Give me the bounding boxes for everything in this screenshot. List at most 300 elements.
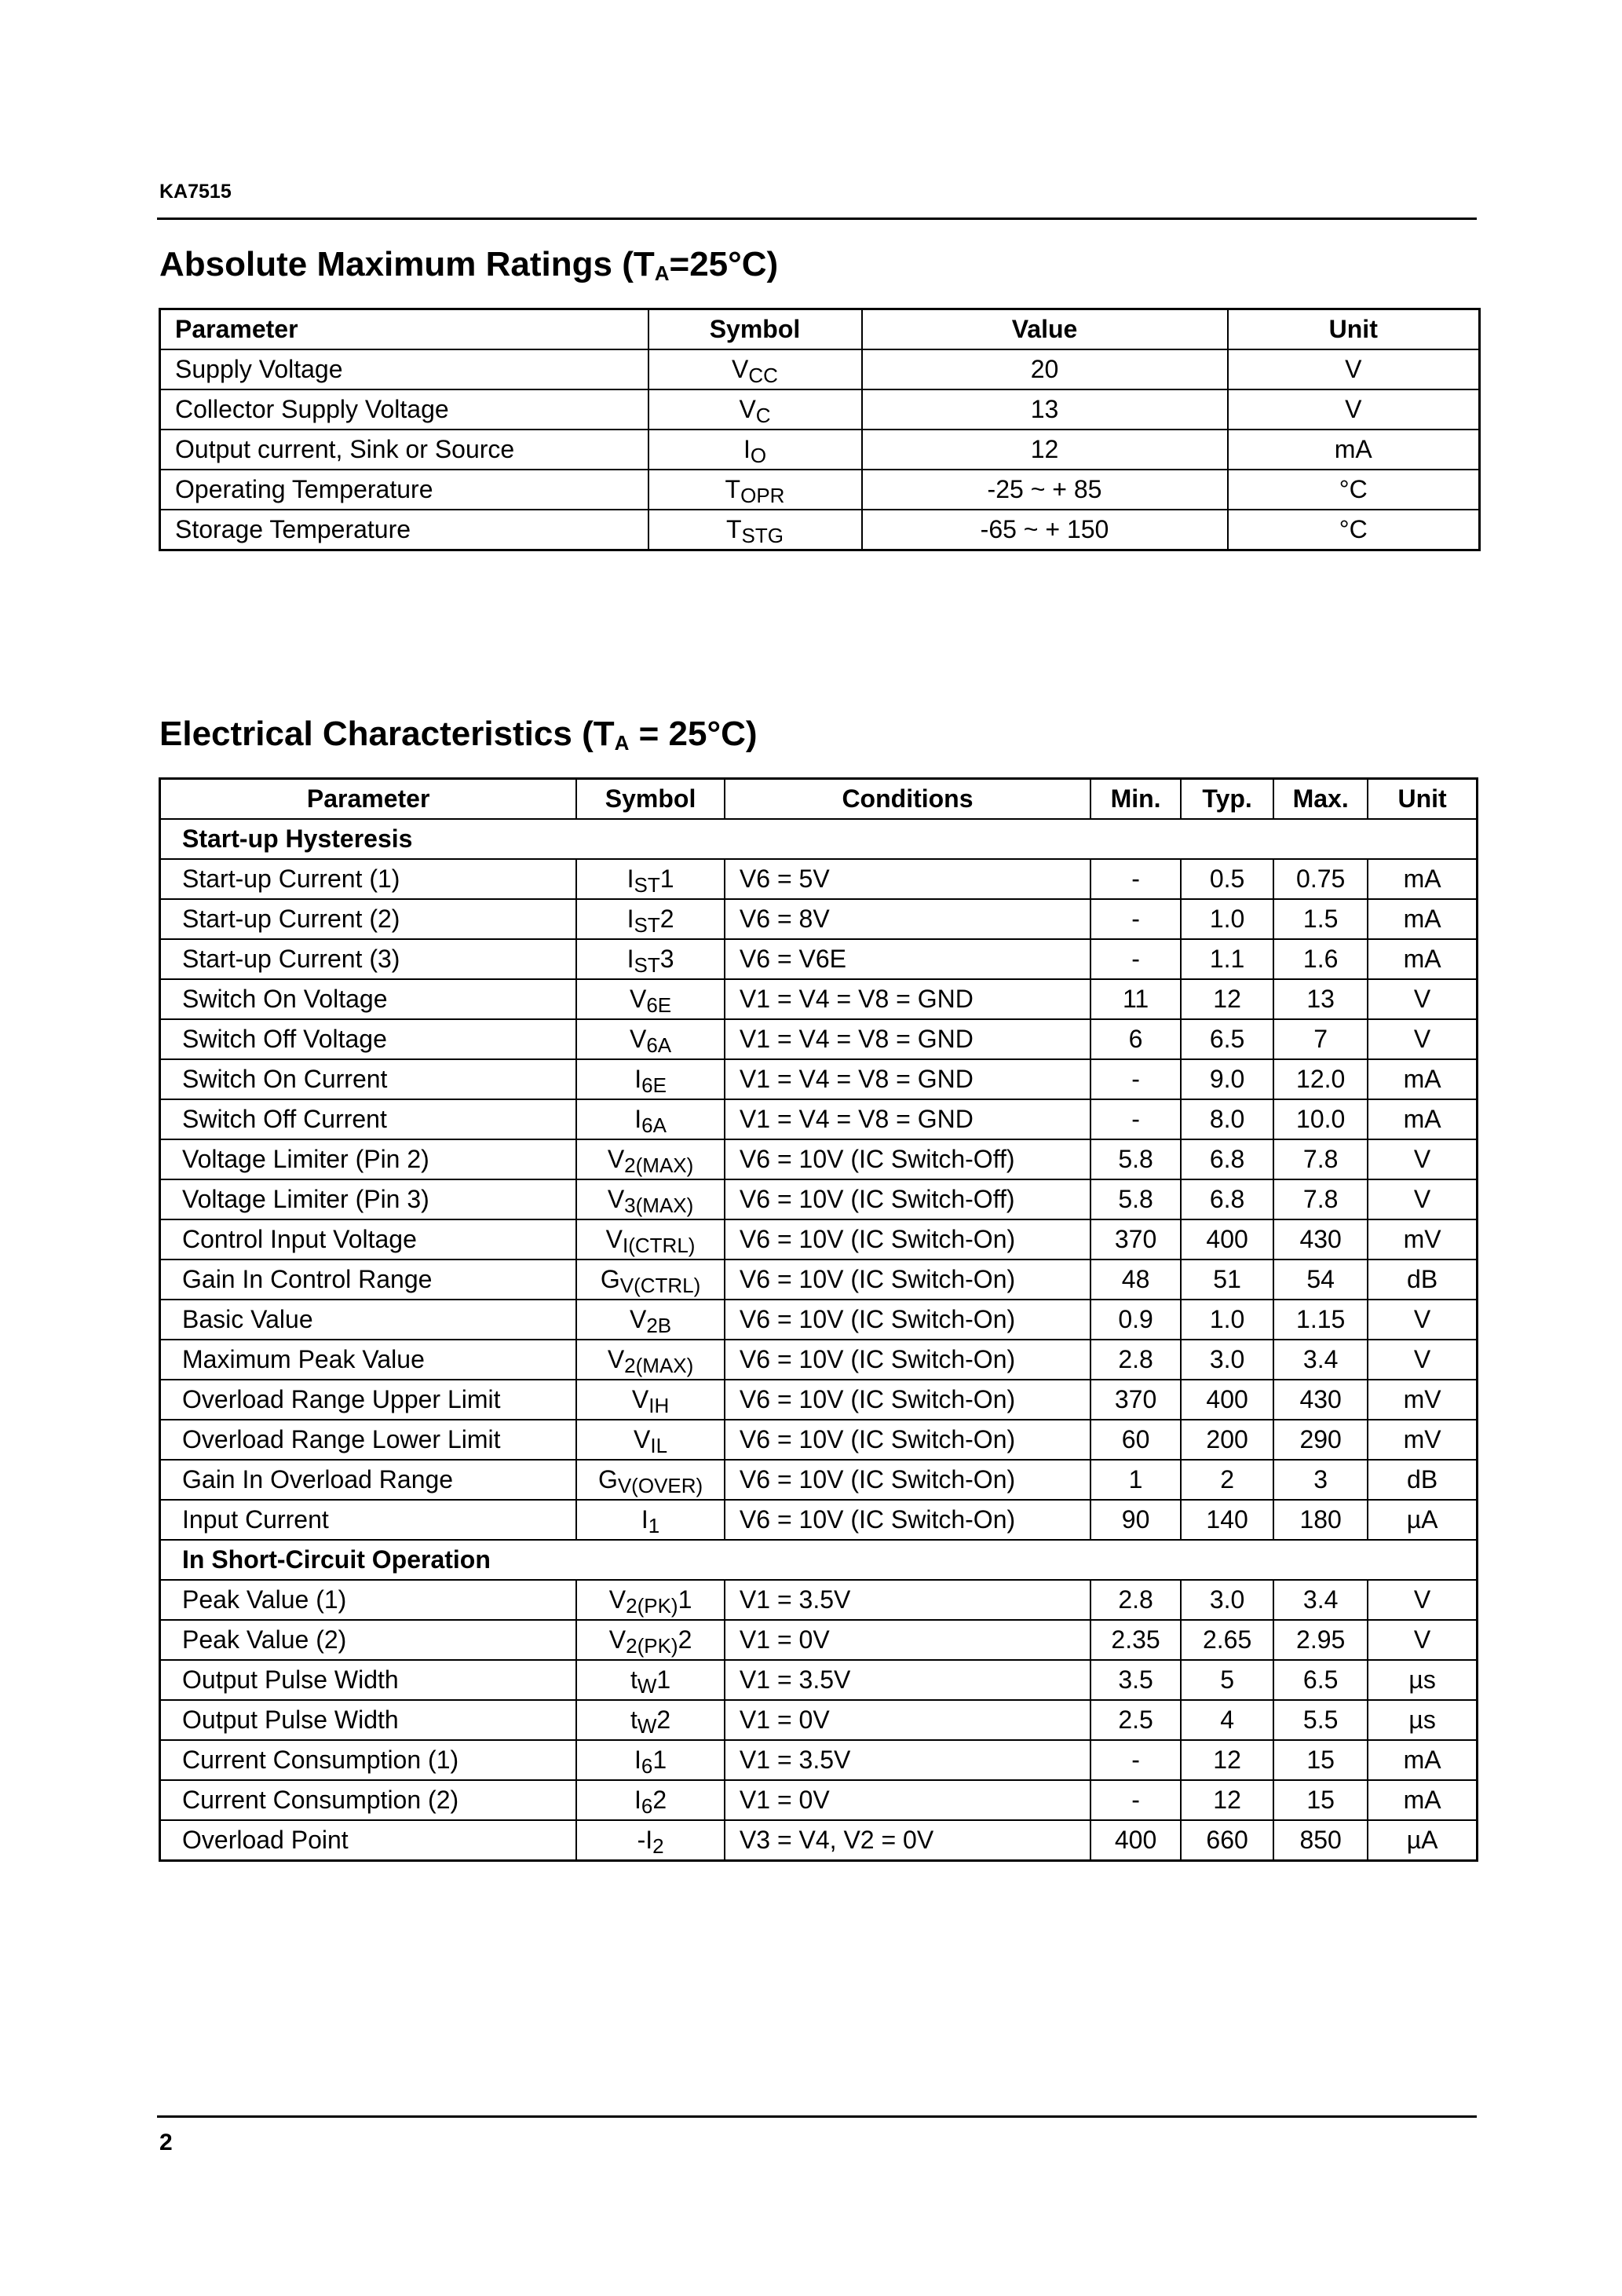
unit-cell: V (1368, 1580, 1477, 1620)
value-cell: 12 (862, 430, 1228, 470)
conditions-cell: V1 = 3.5V (725, 1580, 1090, 1620)
symbol-suffix: 2 (659, 905, 674, 933)
symbol-base: I (743, 435, 751, 463)
parameter-cell: Maximum Peak Value (160, 1340, 577, 1380)
typ-cell: 140 (1181, 1500, 1273, 1540)
min-cell: 0.9 (1090, 1300, 1181, 1340)
parameter-cell: Overload Range Upper Limit (160, 1380, 577, 1420)
max-cell: 430 (1273, 1219, 1368, 1260)
conditions-cell: V6 = 5V (725, 859, 1090, 899)
symbol-cell (648, 430, 862, 470)
amr-title-sub: A (654, 261, 670, 285)
conditions-cell: V6 = 10V (IC Switch-Off) (725, 1139, 1090, 1179)
unit-cell: µs (1368, 1700, 1477, 1740)
typ-cell: 4 (1181, 1700, 1273, 1740)
ec-header-cell: Typ. (1181, 779, 1273, 820)
table-row (160, 939, 1478, 979)
parameter-cell: Start-up Current (1) (160, 859, 577, 899)
symbol-subscript: C (755, 404, 771, 427)
symbol-subscript: OPR (740, 484, 785, 507)
min-cell: 3.5 (1090, 1660, 1181, 1700)
symbol-subscript: W (637, 1714, 657, 1738)
value-cell: -65 ~ + 150 (862, 510, 1228, 550)
symbol-cell (576, 1460, 725, 1500)
unit-cell: V (1368, 1019, 1477, 1059)
amr-title-tail: =25°C) (669, 245, 779, 283)
ec-title-text: Electrical Characteristics (T (159, 715, 615, 753)
table-row (160, 1620, 1478, 1660)
symbol-cell (576, 899, 725, 939)
symbol-subscript: 6A (646, 1033, 672, 1057)
symbol-cell (576, 1620, 725, 1660)
amr-header-row (160, 309, 1480, 350)
part-number-header: KA7515 (159, 181, 232, 203)
min-cell: 2.5 (1090, 1700, 1181, 1740)
unit-cell: mA (1368, 859, 1477, 899)
amr-body (160, 349, 1480, 550)
symbol-cell (576, 1219, 725, 1260)
table-row (160, 1740, 1478, 1780)
conditions-cell: V6 = 10V (IC Switch-On) (725, 1219, 1090, 1260)
symbol-base: G (597, 1465, 618, 1493)
group-label: In Short-Circuit Operation (160, 1540, 1478, 1580)
conditions-cell: V6 = 8V (725, 899, 1090, 939)
table-row (160, 1700, 1478, 1740)
symbol-base: t (630, 1665, 637, 1694)
conditions-cell: V1 = 0V (725, 1620, 1090, 1660)
min-cell: 5.8 (1090, 1139, 1181, 1179)
max-cell: 3 (1273, 1460, 1368, 1500)
ec-title (159, 715, 758, 754)
table-row (160, 1340, 1478, 1380)
symbol-subscript: ST (634, 873, 660, 897)
parameter-cell: Start-up Current (2) (160, 899, 577, 939)
symbol-base: I (627, 905, 634, 933)
typ-cell: 12 (1181, 1780, 1273, 1820)
parameter-cell: Overload Point (160, 1820, 577, 1861)
conditions-cell: V6 = 10V (IC Switch-Off) (725, 1179, 1090, 1219)
typ-cell: 8.0 (1181, 1099, 1273, 1139)
electrical-characteristics-table (159, 777, 1478, 1862)
conditions-cell: V6 = 10V (IC Switch-On) (725, 1300, 1090, 1340)
conditions-cell: V3 = V4, V2 = 0V (725, 1820, 1090, 1861)
unit-cell: mV (1368, 1380, 1477, 1420)
header-rule (157, 218, 1477, 220)
typ-cell: 3.0 (1181, 1580, 1273, 1620)
min-cell: - (1090, 1099, 1181, 1139)
ec-header-cell: Unit (1368, 779, 1477, 820)
conditions-cell: V1 = 3.5V (725, 1740, 1090, 1780)
ec-header-cell: Min. (1090, 779, 1181, 820)
symbol-cell (576, 1820, 725, 1861)
symbol-base: V (629, 1305, 647, 1333)
symbol-cell (576, 1580, 725, 1620)
max-cell: 7 (1273, 1019, 1368, 1059)
symbol-base: I (634, 1746, 641, 1774)
parameter-cell: Operating Temperature (160, 470, 648, 510)
table-row (160, 1059, 1478, 1099)
symbol-base: V (629, 985, 647, 1013)
table-row (160, 349, 1480, 389)
unit-cell: mA (1368, 1740, 1477, 1780)
parameter-cell: Gain In Overload Range (160, 1460, 577, 1500)
parameter-cell: Input Current (160, 1500, 577, 1540)
max-cell: 6.5 (1273, 1660, 1368, 1700)
symbol-subscript: 2B (646, 1314, 672, 1337)
symbol-base: V (608, 1585, 627, 1614)
symbol-subscript: W (637, 1674, 657, 1698)
typ-cell: 2.65 (1181, 1620, 1273, 1660)
max-cell: 850 (1273, 1820, 1368, 1861)
table-row (160, 1260, 1478, 1300)
symbol-base: -I (637, 1826, 653, 1854)
parameter-cell: Collector Supply Voltage (160, 389, 648, 430)
symbol-suffix: 1 (659, 865, 674, 893)
parameter-cell: Current Consumption (1) (160, 1740, 577, 1780)
min-cell: 48 (1090, 1260, 1181, 1300)
symbol-base: V (629, 1025, 647, 1053)
symbol-suffix: 1 (656, 1665, 671, 1694)
unit-cell: V (1228, 389, 1480, 430)
min-cell: 6 (1090, 1019, 1181, 1059)
amr-header-cell: Value (862, 309, 1228, 350)
typ-cell: 6.5 (1181, 1019, 1273, 1059)
min-cell: 60 (1090, 1420, 1181, 1460)
symbol-cell (648, 510, 862, 550)
max-cell: 290 (1273, 1420, 1368, 1460)
conditions-cell: V6 = 10V (IC Switch-On) (725, 1460, 1090, 1500)
symbol-base: I (634, 1105, 642, 1133)
symbol-cell (576, 1740, 725, 1780)
min-cell: 11 (1090, 979, 1181, 1019)
symbol-base: V (607, 1145, 625, 1173)
symbol-cell (576, 1260, 725, 1300)
max-cell: 0.75 (1273, 859, 1368, 899)
parameter-cell: Storage Temperature (160, 510, 648, 550)
symbol-cell (576, 1179, 725, 1219)
table-row (160, 1179, 1478, 1219)
symbol-suffix: 2 (656, 1706, 671, 1734)
max-cell: 1.15 (1273, 1300, 1368, 1340)
amr-title (159, 245, 778, 284)
parameter-cell: Output Pulse Width (160, 1660, 577, 1700)
max-cell: 13 (1273, 979, 1368, 1019)
unit-cell: V (1228, 349, 1480, 389)
symbol-subscript: 2(PK) (626, 1634, 678, 1658)
ec-header-cell: Conditions (725, 779, 1090, 820)
max-cell: 15 (1273, 1740, 1368, 1780)
group-row (160, 819, 1478, 859)
unit-cell: mA (1368, 1780, 1477, 1820)
min-cell: 2.8 (1090, 1340, 1181, 1380)
min-cell: - (1090, 939, 1181, 979)
symbol-cell (576, 1780, 725, 1820)
symbol-subscript: ST (634, 913, 660, 937)
symbol-subscript: V(CTRL) (619, 1274, 701, 1297)
unit-cell: V (1368, 1620, 1477, 1660)
symbol-cell (576, 859, 725, 899)
ec-header-cell: Parameter (160, 779, 577, 820)
symbol-base: T (726, 515, 742, 543)
symbol-subscript: 6 (641, 1794, 653, 1818)
unit-cell: mA (1368, 899, 1477, 939)
unit-cell: V (1368, 1139, 1477, 1179)
unit-cell: °C (1228, 470, 1480, 510)
symbol-base: V (739, 395, 756, 423)
typ-cell: 6.8 (1181, 1139, 1273, 1179)
unit-cell: V (1368, 1300, 1477, 1340)
parameter-cell: Output Pulse Width (160, 1700, 577, 1740)
ec-header-cell: Max. (1273, 779, 1368, 820)
table-row (160, 1219, 1478, 1260)
symbol-subscript: CC (748, 364, 778, 387)
min-cell: - (1090, 859, 1181, 899)
unit-cell: mA (1368, 1059, 1477, 1099)
min-cell: - (1090, 1780, 1181, 1820)
typ-cell: 400 (1181, 1380, 1273, 1420)
symbol-subscript: 6E (646, 993, 672, 1017)
symbol-cell (576, 1099, 725, 1139)
parameter-cell: Switch On Voltage (160, 979, 577, 1019)
symbol-cell (576, 1019, 725, 1059)
table-row (160, 430, 1480, 470)
typ-cell: 0.5 (1181, 859, 1273, 899)
typ-cell: 660 (1181, 1820, 1273, 1861)
table-row (160, 1780, 1478, 1820)
symbol-subscript: 6 (641, 1754, 653, 1778)
symbol-subscript: IL (650, 1434, 668, 1457)
symbol-cell (576, 1139, 725, 1179)
parameter-cell: Switch On Current (160, 1059, 577, 1099)
symbol-suffix: 1 (652, 1746, 667, 1774)
typ-cell: 9.0 (1181, 1059, 1273, 1099)
symbol-cell (648, 470, 862, 510)
max-cell: 1.6 (1273, 939, 1368, 979)
amr-title-text: Absolute Maximum Ratings (T (159, 245, 655, 283)
symbol-base: I (634, 1065, 642, 1093)
max-cell: 430 (1273, 1380, 1368, 1420)
max-cell: 5.5 (1273, 1700, 1368, 1740)
typ-cell: 200 (1181, 1420, 1273, 1460)
min-cell: 2.8 (1090, 1580, 1181, 1620)
conditions-cell: V1 = 0V (725, 1780, 1090, 1820)
min-cell: - (1090, 899, 1181, 939)
typ-cell: 12 (1181, 979, 1273, 1019)
symbol-base: T (725, 475, 741, 503)
max-cell: 54 (1273, 1260, 1368, 1300)
table-row (160, 1820, 1478, 1861)
ec-title-tail: = 25°C) (629, 715, 758, 753)
max-cell: 3.4 (1273, 1580, 1368, 1620)
symbol-base: G (600, 1265, 620, 1293)
symbol-base: V (607, 1345, 625, 1373)
table-row (160, 859, 1478, 899)
symbol-subscript: 2 (652, 1834, 664, 1858)
conditions-cell: V6 = 10V (IC Switch-On) (725, 1420, 1090, 1460)
symbol-base: I (641, 1505, 648, 1534)
unit-cell: mA (1368, 939, 1477, 979)
conditions-cell: V6 = 10V (IC Switch-On) (725, 1500, 1090, 1540)
table-row (160, 1500, 1478, 1540)
conditions-cell: V6 = V6E (725, 939, 1090, 979)
symbol-suffix: 2 (652, 1786, 667, 1814)
min-cell: 370 (1090, 1380, 1181, 1420)
symbol-cell (648, 349, 862, 389)
symbol-base: I (627, 865, 634, 893)
min-cell: - (1090, 1059, 1181, 1099)
symbol-subscript: 1 (648, 1514, 660, 1537)
symbol-base: V (605, 1225, 623, 1253)
typ-cell: 5 (1181, 1660, 1273, 1700)
symbol-subscript: 6E (641, 1073, 667, 1097)
min-cell: 2.35 (1090, 1620, 1181, 1660)
symbol-cell (576, 1660, 725, 1700)
conditions-cell: V1 = V4 = V8 = GND (725, 1019, 1090, 1059)
symbol-cell (576, 939, 725, 979)
typ-cell: 51 (1181, 1260, 1273, 1300)
parameter-cell: Start-up Current (3) (160, 939, 577, 979)
max-cell: 2.95 (1273, 1620, 1368, 1660)
symbol-subscript: IH (648, 1394, 670, 1417)
unit-cell: V (1368, 979, 1477, 1019)
symbol-base: t (630, 1706, 637, 1734)
parameter-cell: Switch Off Voltage (160, 1019, 577, 1059)
symbol-cell (576, 1420, 725, 1460)
table-row (160, 1300, 1478, 1340)
symbol-cell (576, 1340, 725, 1380)
value-cell: -25 ~ + 85 (862, 470, 1228, 510)
group-row (160, 1540, 1478, 1580)
parameter-cell: Peak Value (1) (160, 1580, 577, 1620)
symbol-cell (648, 389, 862, 430)
conditions-cell: V6 = 10V (IC Switch-On) (725, 1260, 1090, 1300)
unit-cell: µA (1368, 1500, 1477, 1540)
amr-header-cell: Symbol (648, 309, 862, 350)
symbol-cell (576, 1700, 725, 1740)
ec-title-sub: A (614, 731, 630, 755)
symbol-base: V (732, 355, 749, 383)
symbol-base: V (608, 1625, 627, 1654)
symbol-subscript: 2(MAX) (624, 1354, 694, 1377)
max-cell: 3.4 (1273, 1340, 1368, 1380)
max-cell: 1.5 (1273, 899, 1368, 939)
unit-cell: mA (1228, 430, 1480, 470)
ec-header-cell: Symbol (576, 779, 725, 820)
unit-cell: dB (1368, 1260, 1477, 1300)
min-cell: 90 (1090, 1500, 1181, 1540)
symbol-subscript: ST (634, 953, 660, 977)
symbol-base: V (607, 1185, 625, 1213)
min-cell: 1 (1090, 1460, 1181, 1500)
ec-body (160, 819, 1478, 1861)
page-number: 2 (159, 2130, 173, 2155)
table-row (160, 1099, 1478, 1139)
value-cell: 13 (862, 389, 1228, 430)
unit-cell: µs (1368, 1660, 1477, 1700)
amr-header-cell: Parameter (160, 309, 648, 350)
symbol-cell (576, 1059, 725, 1099)
absolute-max-ratings-table (159, 308, 1481, 551)
parameter-cell: Current Consumption (2) (160, 1780, 577, 1820)
parameter-cell: Switch Off Current (160, 1099, 577, 1139)
symbol-cell (576, 1300, 725, 1340)
typ-cell: 3.0 (1181, 1340, 1273, 1380)
unit-cell: V (1368, 1340, 1477, 1380)
symbol-subscript: V(OVER) (617, 1474, 703, 1497)
conditions-cell: V1 = 0V (725, 1700, 1090, 1740)
parameter-cell: Peak Value (2) (160, 1620, 577, 1660)
parameter-cell: Control Input Voltage (160, 1219, 577, 1260)
amr-header-cell: Unit (1228, 309, 1480, 350)
symbol-subscript: 2(PK) (626, 1594, 678, 1618)
conditions-cell: V1 = V4 = V8 = GND (725, 1099, 1090, 1139)
symbol-subscript: 2(MAX) (624, 1153, 694, 1177)
table-row (160, 1380, 1478, 1420)
symbol-suffix: 1 (678, 1585, 692, 1614)
table-row (160, 510, 1480, 550)
footer-rule (157, 2115, 1477, 2118)
table-row (160, 979, 1478, 1019)
typ-cell: 12 (1181, 1740, 1273, 1780)
table-row (160, 1460, 1478, 1500)
max-cell: 15 (1273, 1780, 1368, 1820)
conditions-cell: V1 = V4 = V8 = GND (725, 979, 1090, 1019)
table-row (160, 899, 1478, 939)
unit-cell: mV (1368, 1420, 1477, 1460)
parameter-cell: Overload Range Lower Limit (160, 1420, 577, 1460)
min-cell: 400 (1090, 1820, 1181, 1861)
unit-cell: V (1368, 1179, 1477, 1219)
parameter-cell: Supply Voltage (160, 349, 648, 389)
symbol-subscript: 6A (641, 1113, 667, 1137)
table-row (160, 389, 1480, 430)
typ-cell: 400 (1181, 1219, 1273, 1260)
table-row (160, 1420, 1478, 1460)
typ-cell: 2 (1181, 1460, 1273, 1500)
parameter-cell: Gain In Control Range (160, 1260, 577, 1300)
symbol-cell (576, 1380, 725, 1420)
parameter-cell: Voltage Limiter (Pin 3) (160, 1179, 577, 1219)
min-cell: 370 (1090, 1219, 1181, 1260)
typ-cell: 1.1 (1181, 939, 1273, 979)
unit-cell: mA (1368, 1099, 1477, 1139)
conditions-cell: V1 = V4 = V8 = GND (725, 1059, 1090, 1099)
symbol-suffix: 2 (678, 1625, 692, 1654)
min-cell: 5.8 (1090, 1179, 1181, 1219)
typ-cell: 6.8 (1181, 1179, 1273, 1219)
symbol-subscript: STG (741, 524, 784, 547)
unit-cell: °C (1228, 510, 1480, 550)
symbol-base: I (634, 1786, 641, 1814)
max-cell: 12.0 (1273, 1059, 1368, 1099)
parameter-cell: Output current, Sink or Source (160, 430, 648, 470)
max-cell: 7.8 (1273, 1179, 1368, 1219)
symbol-base: I (627, 945, 634, 973)
unit-cell: dB (1368, 1460, 1477, 1500)
table-row (160, 1580, 1478, 1620)
symbol-subscript: O (750, 444, 767, 467)
group-label: Start-up Hysteresis (160, 819, 1478, 859)
symbol-subscript: 3(MAX) (624, 1194, 694, 1217)
symbol-suffix: 3 (659, 945, 674, 973)
max-cell: 10.0 (1273, 1099, 1368, 1139)
symbol-subscript: I(CTRL) (623, 1234, 696, 1257)
max-cell: 180 (1273, 1500, 1368, 1540)
table-row (160, 1019, 1478, 1059)
parameter-cell: Voltage Limiter (Pin 2) (160, 1139, 577, 1179)
symbol-base: V (634, 1425, 651, 1453)
table-row (160, 1139, 1478, 1179)
